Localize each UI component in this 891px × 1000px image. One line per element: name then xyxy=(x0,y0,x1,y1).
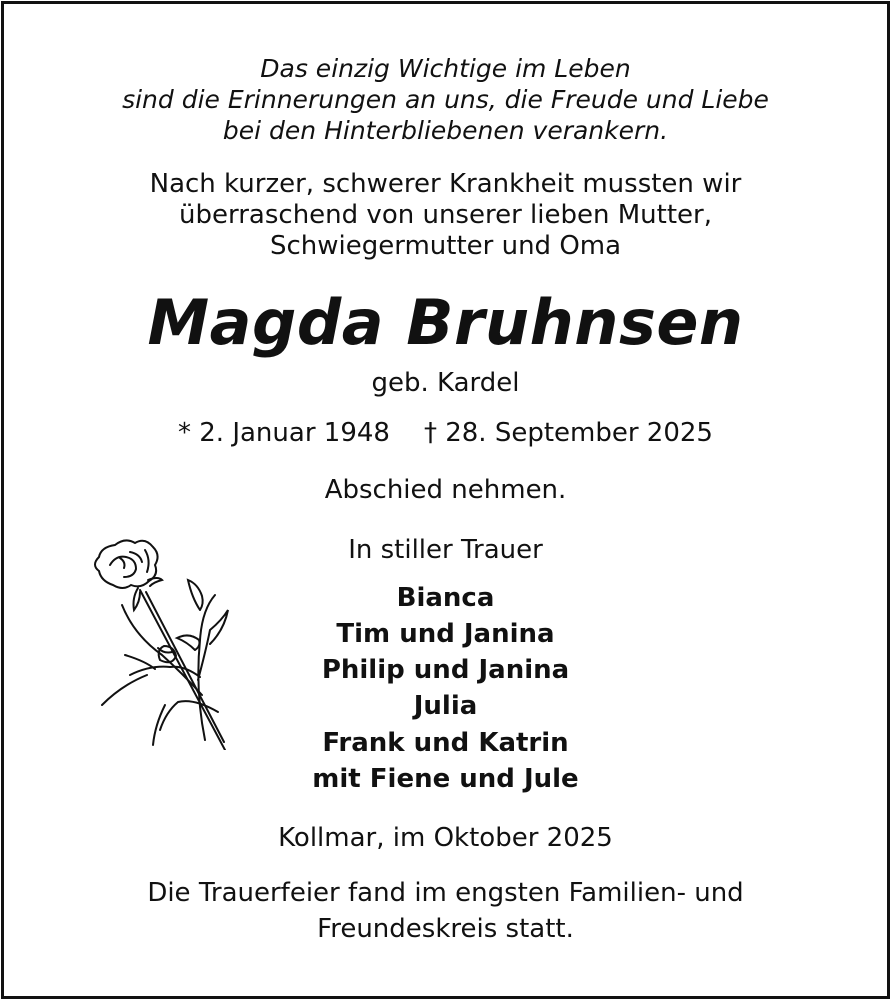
birth-name: geb. Kardel xyxy=(371,368,520,398)
death-date: † 28. September 2025 xyxy=(423,418,713,448)
closing-line: Die Trauerfeier fand im engsten Familien- und xyxy=(147,878,744,908)
mourner: mit Fiene und Jule xyxy=(312,764,579,794)
place-date: Kollmar, im Oktober 2025 xyxy=(278,823,613,853)
quote-line: bei den Hinterbliebenen verankern. xyxy=(222,116,669,145)
mourner: Tim und Janina xyxy=(336,619,555,649)
closing-line: Freundeskreis statt. xyxy=(317,914,574,944)
birth-date: * 2. Januar 1948 xyxy=(178,418,390,448)
intro-line: Schwiegermutter und Oma xyxy=(269,231,622,261)
deceased-name: Magda Bruhnsen xyxy=(147,286,744,359)
mourner: Frank und Katrin xyxy=(322,728,569,758)
mourner: Philip und Janina xyxy=(321,655,570,685)
mourner: Julia xyxy=(413,691,478,721)
intro-line: überraschend von unserer lieben Mutter, xyxy=(179,200,712,230)
quote-line: sind die Erinnerungen an uns, die Freude und Liebe xyxy=(122,85,769,114)
mourner: Bianca xyxy=(396,583,495,613)
intro-line: Nach kurzer, schwerer Krankheit mussten wir xyxy=(149,169,742,199)
life-dates xyxy=(0,420,891,446)
quote-line: Das einzig Wichtige im Leben xyxy=(260,54,631,83)
mourning-heading: In stiller Trauer xyxy=(348,535,543,565)
farewell-text: Abschied nehmen. xyxy=(324,475,567,505)
